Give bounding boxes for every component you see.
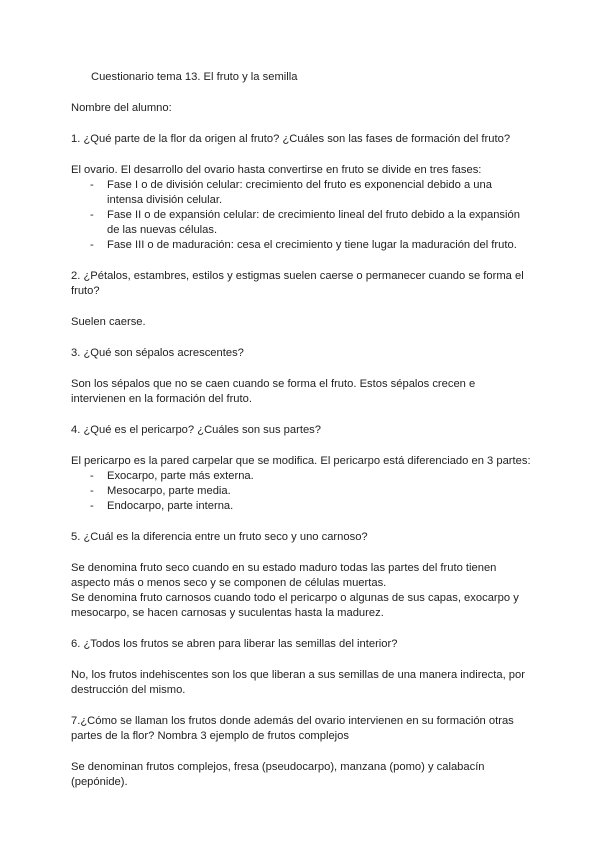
list-item: - Fase II o de expansión celular: de crecimiento lineal del fruto debido a la expansión de las nuevas células. [71,208,531,238]
question-4: 4. ¿Qué es el pericarpo? ¿Cuáles son sus partes? [71,424,321,436]
answer-1-intro: El ovario. El desarrollo del ovario hasta convertirse en fruto se divide en tres fases: [71,164,482,176]
list-item: - Mesocarpo, parte media. [71,484,531,499]
answer-4-list [71,469,531,514]
answer-5-dry: Se denomina fruto seco cuando en su estado maduro todas las partes del fruto tienen aspecto más o menos seco y se componen de células muertas. [71,562,497,589]
document-body [71,70,531,806]
list-item: - Endocarpo, parte interna. [71,499,531,514]
answer-4-intro: El pericarpo es la pared carpelar que se modifica. El pericarpo está diferenciado en 3 partes: [71,455,531,467]
answer-7: Se denominan frutos complejos, fresa (pseudocarpo), manzana (pomo) y calabacín (pepónide). [71,761,485,788]
question-6: 6. ¿Todos los frutos se abren para liberar las semillas del interior? [71,638,398,650]
question-5: 5. ¿Cuál es la diferencia entre un fruto seco y uno carnoso? [71,531,368,543]
student-name-label: Nombre del alumno: [71,102,172,114]
list-item: - Fase III o de maduración: cesa el crecimiento y tiene lugar la maduración del fruto. [71,238,531,253]
question-3: 3. ¿Qué son sépalos acrescentes? [71,347,244,359]
question-2: 2. ¿Pétalos, estambres, estilos y estigmas suelen caerse o permanecer cuando se forma el fruto? [71,270,524,297]
answer-2: Suelen caerse. [71,316,146,328]
document-title: Cuestionario tema 13. El fruto y la semilla [91,71,298,83]
answer-1-list [71,178,531,253]
list-item: - Fase I o de división celular: crecimiento del fruto es exponencial debido a una intensa división celular. [71,178,531,208]
answer-5-fleshy: Se denomina fruto carnosos cuando todo el pericarpo o algunas de sus capas, exocarpo y mesocarpo, se hacen carnosas y suculentas hasta la madurez. [71,592,519,619]
question-1: 1. ¿Qué parte de la flor da origen al fruto? ¿Cuáles son las fases de formación del fruto? [71,133,511,145]
list-item: - Exocarpo, parte más externa. [71,469,531,484]
question-7: 7.¿Cómo se llaman los frutos donde además del ovario intervienen en su formación otras partes de la flor? Nombra 3 ejemplo de frutos complejos [71,715,514,742]
answer-3: Son los sépalos que no se caen cuando se forma el fruto. Estos sépalos crecen e intervienen en la formación del fruto. [71,378,476,405]
answer-6: No, los frutos indehiscentes son los que liberan a sus semillas de una manera indirecta, por destrucción del mismo. [71,669,525,696]
